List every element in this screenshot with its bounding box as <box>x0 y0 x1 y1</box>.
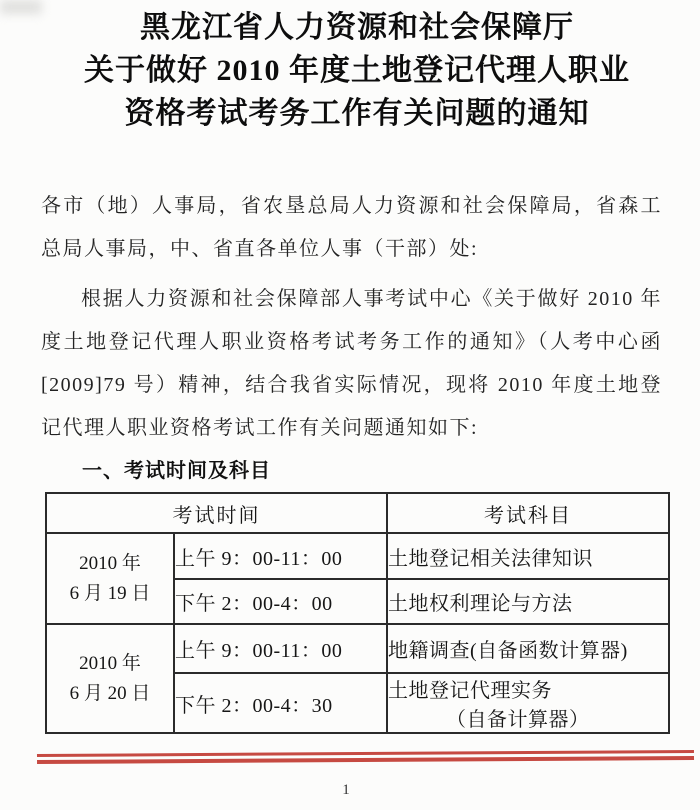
time-cell: 上午 9：00-11：00 <box>174 624 387 673</box>
doc-title-line-2: 关于做好 2010 年度土地登记代理人职业 <box>84 54 630 87</box>
subject-cell: 地籍调查(自备函数计算器) <box>387 624 669 673</box>
table-header-row <box>46 493 669 533</box>
doc-title <box>0 6 700 135</box>
subject-line-2: （自备计算器） <box>446 709 590 731</box>
table-header-time: 考试时间 <box>46 493 387 533</box>
subject-cell: 土地权利理论与方法 <box>387 579 669 624</box>
red-double-divider <box>37 750 694 764</box>
date-year: 2010 年 <box>79 652 141 674</box>
doc-title-line-3: 资格考试考务工作有关问题的通知 <box>124 97 590 130</box>
doc-title-line-1: 黑龙江省人力资源和社会保障厅 <box>140 11 574 44</box>
time-cell: 下午 2：00-4：30 <box>174 673 387 733</box>
exam-schedule-table <box>45 492 670 734</box>
date-cell-june20 <box>46 624 174 733</box>
table-row <box>46 624 669 673</box>
subject-line-1: 土地登记代理实务 <box>388 680 552 702</box>
table-header-subject: 考试科目 <box>387 493 669 533</box>
date-day: 6 月 19 日 <box>69 582 151 604</box>
date-year: 2010 年 <box>79 552 141 574</box>
time-cell: 下午 2：00-4：00 <box>174 579 387 624</box>
time-cell: 上午 9：00-11：00 <box>174 533 387 579</box>
intro-paragraph: 根据人力资源和社会保障部人事考试中心《关于做好 2010 年度土地登记代理人职业资格考试考务工作的通知》（人考中心函[2009]79 号）精神，结合我省实际情况，现将 2010 年度土地登记代理人职业资格考试工作有关问题通知如下: <box>41 288 662 439</box>
section-heading-exam-time: 一、考试时间及科目 <box>82 460 271 482</box>
subject-cell: 土地登记相关法律知识 <box>387 533 669 579</box>
date-cell-june19 <box>46 533 174 624</box>
subject-cell <box>387 673 669 733</box>
page-number: 1 <box>342 782 350 798</box>
date-day: 6 月 20 日 <box>69 682 151 704</box>
recipients-paragraph: 各市（地）人事局，省农垦总局人力资源和社会保障局，省森工总局人事局，中、省直各单位人事（干部）处: <box>41 195 662 260</box>
table-row <box>46 533 669 579</box>
